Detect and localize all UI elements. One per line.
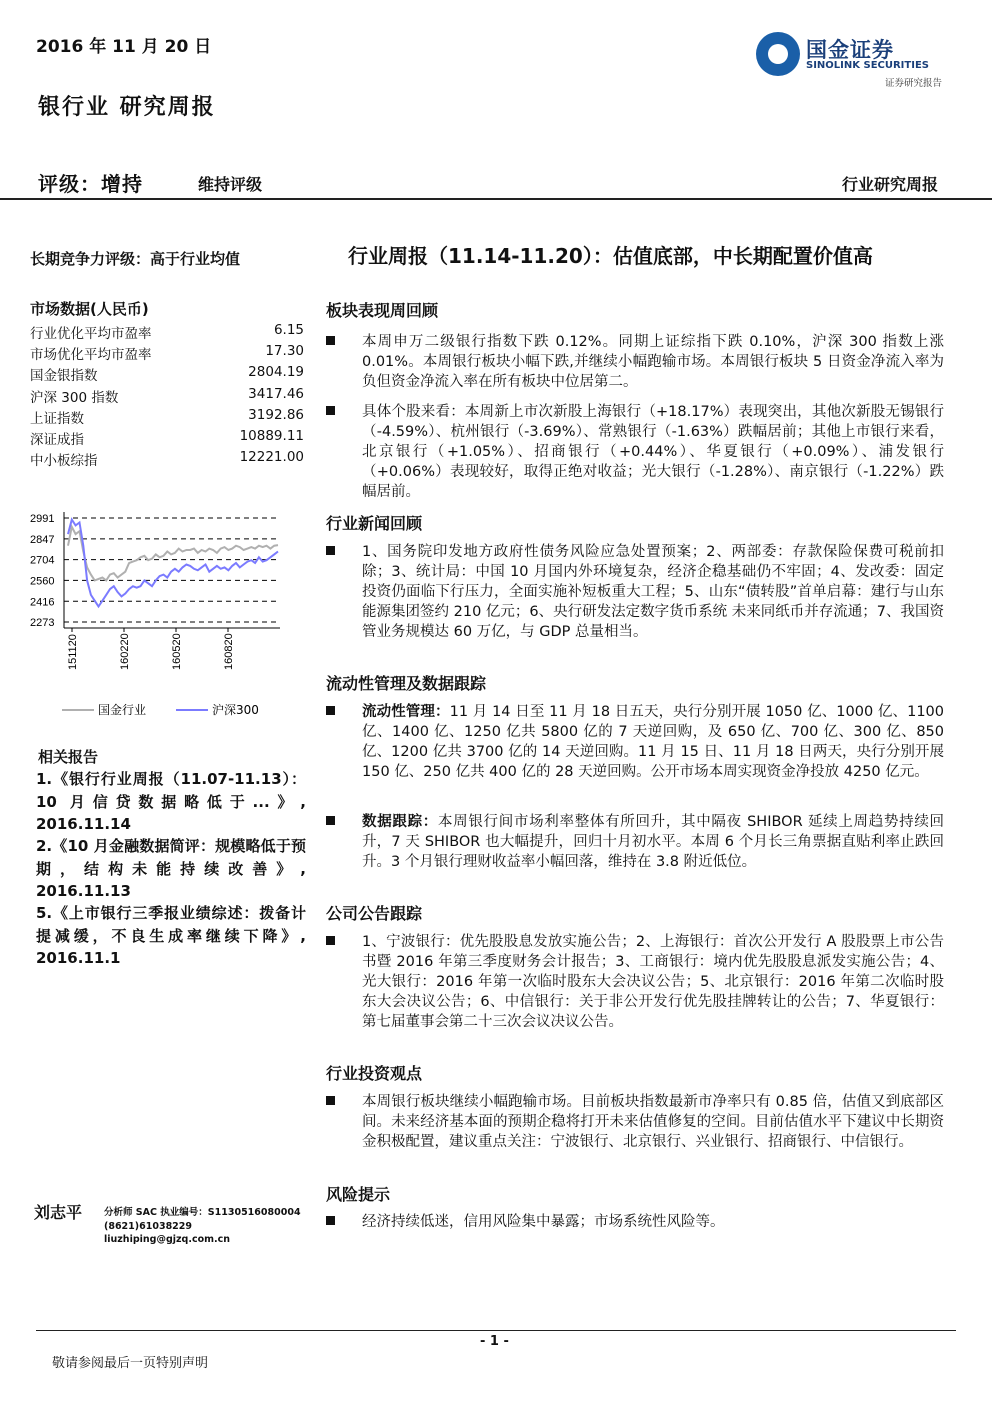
x-tick-label: 151120 xyxy=(67,634,79,670)
bullet-body: 经济持续低迷，信用风险集中暴露；市场系统性风险等。 xyxy=(362,1214,725,1230)
bullet-text xyxy=(362,402,944,502)
market-data-row xyxy=(30,364,304,385)
bullet-body: 具体个股来看：本周新上市次新股上海银行（+18.17%）表现突出，其他次新股无锡银行（-4.59%）、杭州银行（-3.69%）、常熟银行（-1.63%）跌幅居前；其他上市银行来看，北京银行（+1.05%）、招商银行（+0.44%）、华夏银行（+0.09%）、浦发银行（+0.06%）表现较好，取得正绝对收益；光大银行（-1.28%）、南京银行（-1.22%）跌幅居前。 xyxy=(362,404,944,500)
bullet-square-icon xyxy=(326,936,335,945)
analyst-email[interactable]: liuzhiping@gjzq.com.cn xyxy=(104,1234,231,1245)
page-number: - 1 - xyxy=(480,1334,509,1349)
analyst-name: 刘志平 xyxy=(34,1203,83,1222)
competitiveness-rating: 长期竞争力评级：高于行业均值 xyxy=(30,250,241,268)
related-reports-title: 相关报告 xyxy=(38,748,99,766)
section-title: 风险提示 xyxy=(326,1185,391,1204)
bullet-body: 1、宁波银行：优先股股息发放实施公告；2、上海银行：首次公开发行 A 股股票上市公告书暨 2016 年第三季度财务会计报告；3、工商银行：境内优先股股息派发实施公告；4、光大银行：2016 年第一次临时股东大会决议公告；5、北京银行：2016 年第二次临时股东大会决议公告；6、中信银行：关于非公开发行优先股挂牌转让的公告；7、华夏银行：第七届董事会第二十三次会议决议公告。 xyxy=(362,934,944,1030)
market-data-value: 6.15 xyxy=(273,322,304,338)
bullet-item xyxy=(326,932,944,1032)
bullet-body: 本周银行间市场利率整体有所回升，其中隔夜 SHIBOR 延续上周趋势持续回升，7 天 SHIBOR 也大幅提升，回归十月初水平。本周 6 个月长三角票据直贴利率止跌回升。3 个月银行理财收益率小幅回落，维持在 3.8 附近低位。 xyxy=(362,814,945,870)
market-data-label: 市场优化平均市盈率 xyxy=(30,347,152,364)
header-divider xyxy=(0,198,992,200)
market-data-row xyxy=(30,407,304,428)
legend-label: 沪深300 xyxy=(212,703,259,717)
analyst-phone: (8621)61038229 xyxy=(104,1220,193,1232)
market-data-label: 深证成指 xyxy=(30,432,84,448)
market-data-value: 2804.19 xyxy=(248,364,304,381)
market-data-row xyxy=(30,322,304,343)
y-tick-label: 2847 xyxy=(30,533,55,546)
report-type: 行业研究周报 xyxy=(841,175,938,194)
bullet-lead: 流动性管理： xyxy=(362,704,450,720)
bullet-body: 本周银行板块继续小幅跑输市场。目前板块指数最新市净率只有 0.85 倍，估值又到底部区间。未来经济基本面的预期企稳将打开未来估值修复的空间。目前估值水平下建议中长期资金积极配置，建议重点关注：宁波银行、北京银行、兴业银行、招商银行、中信银行。 xyxy=(362,1094,944,1150)
market-data-value: 12221.00 xyxy=(239,449,304,466)
section-title: 行业投资观点 xyxy=(326,1064,423,1083)
bullet-square-icon xyxy=(326,406,335,415)
bullet-text xyxy=(362,932,944,1032)
bullet-square-icon xyxy=(326,816,335,825)
market-data-label: 行业优化平均市盈率 xyxy=(30,326,152,342)
bullet-text xyxy=(362,1092,944,1152)
related-report-item[interactable]: 2.《10 月金融数据简评：规模略低于预期，结构未能持续改善》, 2016.11.13 xyxy=(36,837,306,900)
bullet-lead: 数据跟踪： xyxy=(362,814,438,830)
related-report-item[interactable]: 5.《上市银行三季报业绩综述：拨备计提减缓，不良生成率继续下降》, 2016.11.1 xyxy=(36,904,306,967)
bullet-square-icon xyxy=(326,336,335,345)
series-line xyxy=(68,520,278,607)
industry-title: 银行业 研究周报 xyxy=(38,95,216,120)
bullet-item xyxy=(326,1092,944,1152)
y-tick-label: 2560 xyxy=(30,575,55,588)
section-title: 板块表现周回顾 xyxy=(326,301,439,320)
analyst-sac: 分析师 SAC 执业编号：S1130516080004 xyxy=(104,1207,301,1218)
bullet-text xyxy=(362,332,944,392)
logo-sub-text: 证券研究报告 xyxy=(884,78,942,89)
series-line xyxy=(68,527,278,581)
analyst-info xyxy=(104,1206,301,1247)
bullet-text xyxy=(362,1212,944,1232)
bullet-body: 11 月 14 日至 11 月 18 日五天，央行分别开展 1050 亿、1000 亿、1100 亿、1400 亿、1250 亿共 5800 亿的 7 天逆回购，及 650 亿、700 亿、300 亿、850 亿、1200 亿共 3700 亿的 14 天逆回购。11 月 15 日、11 月 18 日两天，央行分别开展 150 亿、250 亿共 400 亿的 28 天逆回购。公开市场本周实现资金净投放 4250 亿元。 xyxy=(362,704,944,780)
market-data-label: 上证指数 xyxy=(30,410,84,427)
x-tick-label: 160520 xyxy=(171,633,183,670)
market-data-row xyxy=(30,428,304,449)
section-title: 流动性管理及数据跟踪 xyxy=(326,674,487,693)
market-data-value: 17.30 xyxy=(265,343,304,360)
market-data-label: 沪深 300 指数 xyxy=(30,389,119,406)
section-title: 公司公告跟踪 xyxy=(326,904,423,923)
main-title: 行业周报（11.14-11.20）：估值底部，中长期配置价值高 xyxy=(348,244,873,268)
footer-divider xyxy=(36,1330,956,1331)
section-title: 行业新闻回顾 xyxy=(326,514,423,533)
market-data-value: 3417.46 xyxy=(248,385,304,402)
bullet-square-icon xyxy=(326,706,335,715)
bullet-item xyxy=(326,812,944,872)
bullet-square-icon xyxy=(326,546,335,555)
market-data-row xyxy=(30,449,304,470)
bullet-item xyxy=(326,542,944,642)
logo-en-text: SINOLINK SECURITIES xyxy=(806,60,929,71)
legend-label: 国金行业 xyxy=(98,703,147,717)
market-data-value: 3192.86 xyxy=(248,406,304,423)
x-tick-label: 160220 xyxy=(119,633,131,670)
bullet-item xyxy=(326,702,944,782)
y-tick-label: 2991 xyxy=(30,513,55,525)
y-tick-label: 2416 xyxy=(30,596,55,609)
report-date: 2016 年 11 月 20 日 xyxy=(36,37,212,57)
y-tick-label: 2704 xyxy=(30,554,55,567)
x-tick-label: 160820 xyxy=(223,633,235,670)
related-report-item[interactable]: 1.《银行行业周报（11.07-11.13）：10 月信贷数据略低于...》, 2016.11.14 xyxy=(36,770,306,833)
rating-action: 维持评级 xyxy=(198,175,263,194)
rating-row xyxy=(38,168,938,198)
bullet-text xyxy=(362,542,944,642)
company-logo xyxy=(756,30,946,90)
market-data-label: 中小板综指 xyxy=(30,453,98,470)
market-data-row xyxy=(30,343,304,364)
market-data-row xyxy=(30,386,304,407)
bullet-text xyxy=(362,812,944,872)
index-chart xyxy=(28,500,312,740)
market-data-title: 市场数据(人民币) xyxy=(30,300,149,318)
bullet-item xyxy=(326,402,944,502)
y-tick-label: 2273 xyxy=(30,617,55,629)
bullet-body: 本周申万二级银行指数下跌 0.12%。同期上证综指下跌 0.10%，沪深 300 指数上涨 0.01%。本周银行板块小幅下跌,并继续小幅跑输市场。本周银行板块 5 日资金净流入率为负但资金净流入率在所有板块中位居第二。 xyxy=(362,334,944,390)
bullet-square-icon xyxy=(326,1216,335,1225)
bullet-square-icon xyxy=(326,1096,335,1105)
market-data-label: 国金银指数 xyxy=(30,368,98,385)
footer-note: 敬请参阅最后一页特别声明 xyxy=(52,1356,209,1371)
bullet-text xyxy=(362,702,944,782)
bullet-item xyxy=(326,332,944,392)
logo-mark-icon xyxy=(756,32,800,76)
bullet-item xyxy=(326,1212,944,1232)
logo-cn-text: 国金证券 xyxy=(806,38,894,62)
bullet-body: 1、国务院印发地方政府性债务风险应急处置预案；2、两部委：存款保险保费可税前扣除；3、统计局：中国 10 月国内外环境复杂，经济企稳基础仍不牢固；4、发改委：固定投资仍面临下行压力，全面实施补短板重大工程；5、山东“债转股”首单启幕：建行与山东能源集团签约 210 亿元；6、央行研发法定数字货币系统 未来同纸币并存流通；7、我国资管业务规模达 60 万亿，与 GDP 总量相当。 xyxy=(362,544,944,640)
rating-label: 评级：增持 xyxy=(38,172,143,196)
market-data-value: 10889.11 xyxy=(239,428,304,444)
